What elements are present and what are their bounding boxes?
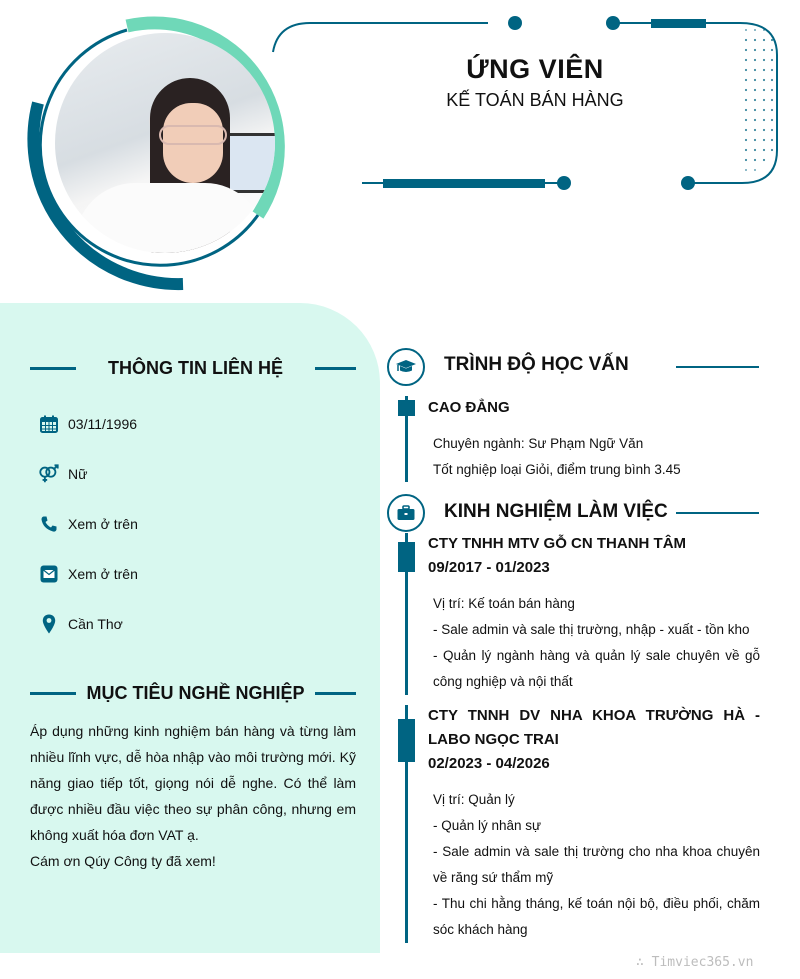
avatar-photo [55,33,275,253]
job-2-period: 02/2023 - 04/2026 [428,755,550,772]
job-1-line: - Quản lý ngành hàng và quản lý sale chuyên về gỗ công nghiệp và nội thất [433,648,760,689]
job-2-header [428,704,760,776]
photo-shirt [75,183,265,253]
objective-closing: Cám ơn Qúy Công ty đã xem! [30,853,216,869]
objective-text: Áp dụng những kinh nghiệm bán hàng và từng làm nhiều lĩnh vực, dễ hòa nhập vào môi trường mới. Kỹ năng giao tiếp tốt, giọng nói dễ nghe. Có thể làm được nhiều đầu việc theo sự phân công, nhưng em không xuất hóa đơn VAT ạ. [30,723,356,843]
divider [30,367,76,370]
contact-location [38,613,123,635]
job-2-line: Vị trí: Quản lý [433,792,515,807]
job-1-period: 09/2017 - 01/2023 [428,559,550,576]
graduation-cap-icon [395,358,417,376]
birthday-value: 03/11/1996 [68,416,138,432]
email-icon [38,563,60,585]
location-value: Cần Thơ [68,616,123,632]
job-1-line: - Sale admin và sale thị trường, nhập - xuất - tồn kho [433,622,750,637]
gender-value: Nữ [68,466,88,482]
objective-section-title: MỤC TIÊU NGHỀ NGHIỆP [86,683,305,703]
photo-monitor [225,133,275,193]
phone-value: Xem ở trên [68,516,138,532]
timeline-marker [398,542,415,572]
job-2-line: - Thu chi hằng tháng, kế toán nội bộ, điều phối, chăm sóc khách hàng [433,896,760,937]
education-line: Chuyên ngành: Sư Phạm Ngữ Văn [433,436,644,451]
education-details [433,431,760,483]
job-1-line: Vị trí: Kế toán bán hàng [433,596,575,611]
job-2-company: CTY TNNH DV NHA KHOA TRƯỜNG HÀ - LABO NGỌC TRAI [428,707,760,748]
calendar-icon [38,413,60,435]
job-1-header [428,532,686,580]
divider [676,512,759,514]
job-2-details [433,787,760,943]
timeline-marker [398,400,415,416]
candidate-label: ỨNG VIÊN [466,54,604,84]
phone-icon [38,513,60,535]
education-section-icon [387,348,425,386]
gender-icon [38,463,60,485]
photo-glasses [159,125,227,145]
divider [315,367,356,370]
contact-section-title: THÔNG TIN LIÊN HỆ [108,358,283,378]
divider [30,692,76,695]
experience-section-icon [387,494,425,532]
education-level: CAO ĐẲNG [428,399,510,416]
divider [676,366,759,368]
location-pin-icon [38,613,60,635]
timeline-marker [398,719,415,762]
briefcase-icon [396,504,416,522]
education-line: Tốt nghiệp loại Giỏi, điểm trung bình 3.45 [433,462,681,477]
experience-section-title: KINH NGHIỆM LÀM VIỆC [444,501,668,522]
objective-text-block [30,718,356,874]
job-title: KẾ TOÁN BÁN HÀNG [446,90,624,110]
job-2-line: - Quản lý nhân sự [433,818,542,833]
job-1-company: CTY TNHH MTV GỖ CN THANH TÂM [428,535,687,552]
contact-birthday [38,413,137,435]
contact-phone [38,513,138,535]
job-1-details [433,591,760,695]
education-section-title: TRÌNH ĐỘ HỌC VẤN [444,354,629,375]
contact-gender [38,463,87,485]
job-2-line: - Sale admin và sale thị trường cho nha khoa chuyên về răng sứ thẩm mỹ [433,844,760,885]
contact-section-header [30,358,356,379]
watermark: ∴ Timviec365.vn [636,955,754,970]
objective-section-header [30,683,356,704]
email-value: Xem ở trên [68,566,138,582]
divider [315,692,356,695]
contact-email [38,563,138,585]
